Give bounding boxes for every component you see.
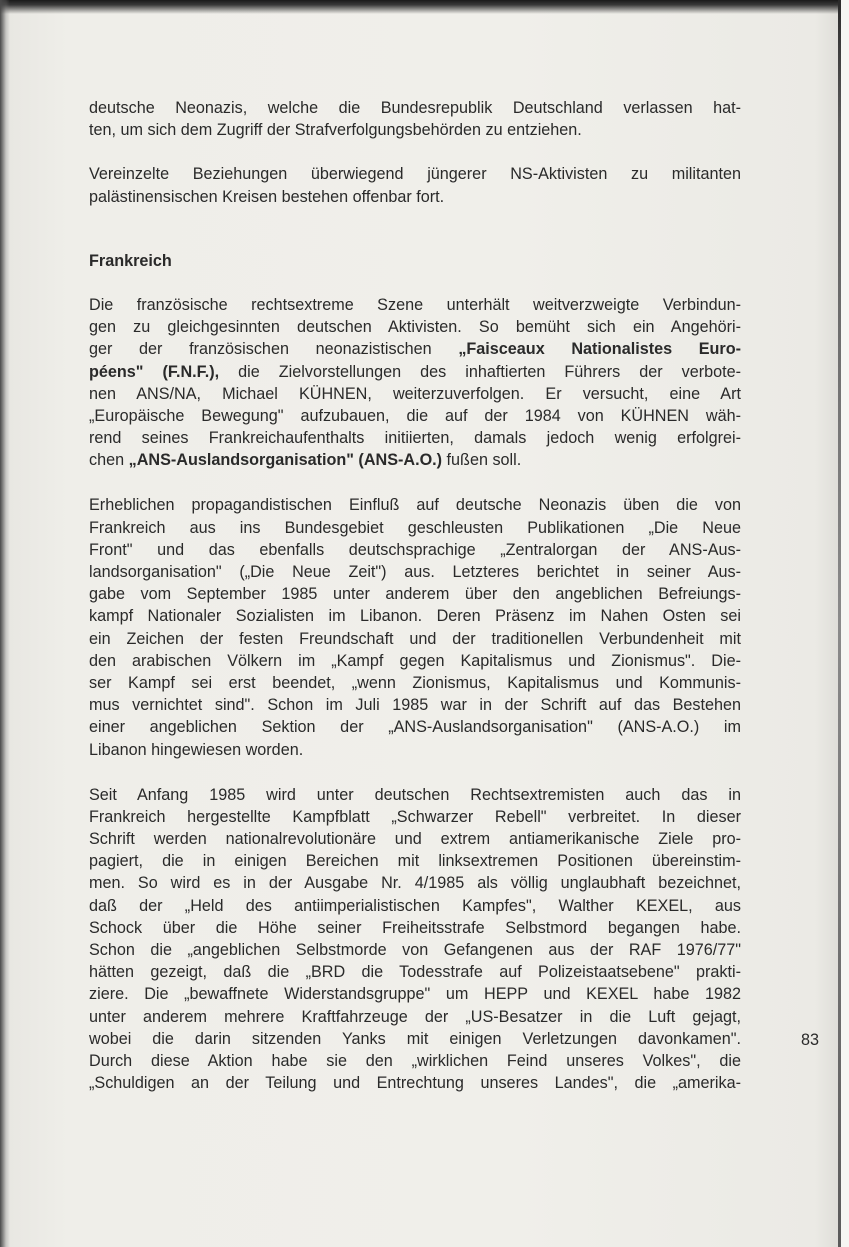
text-line: men. So wird es in der Ausgabe Nr. 4/1985 als völlig unglaubhaft bezeichnet, <box>89 874 741 893</box>
text-line: den arabischen Völkern im „Kampf gegen Kapitalismus und Zionismus". Die- <box>89 651 741 670</box>
text-line: ser Kampf sei erst beendet, „wenn Zionismus, Kapitalismus und Kommunis- <box>89 673 741 692</box>
text-line: kampf Nationaler Sozialisten im Libanon. Deren Präsenz im Nahen Osten sei <box>89 607 741 626</box>
scan-left-shadow <box>0 0 10 1247</box>
page-content <box>89 97 820 1094</box>
text-line: deutsche Neonazis, welche die Bundesrepublik Deutschland verlassen hat- <box>89 99 741 117</box>
text-line: Vereinzelte Beziehungen überwiegend jüngerer NS-Aktivisten zu militanten <box>89 165 741 184</box>
scan-right-edge <box>838 0 841 1247</box>
text-segment: fußen soll. <box>442 451 522 470</box>
text-line <box>89 338 741 360</box>
scan-top-shadow <box>0 0 849 14</box>
text-line: einer angeblichen Sektion der „ANS-Auslandsorganisation" (ANS-A.O.) im <box>89 718 741 737</box>
text-line: gen zu gleichgesinnten deutschen Aktivisten. So bemüht sich ein Angehöri- <box>89 318 741 337</box>
text-line: ein Zeichen der festen Freundschaft und der traditionellen Verbundenheit mit <box>89 629 741 648</box>
section-heading: Frankreich <box>89 251 172 270</box>
paragraph-schwarzer-rebell <box>89 784 741 1095</box>
text-line: mus vernichtet sind". Schon im Juli 1985 war in der Schrift auf das Bestehen <box>89 696 741 715</box>
paragraph-continuation <box>89 97 741 141</box>
text-line <box>89 449 741 471</box>
page-number: 83 <box>801 1031 820 1049</box>
text-line: palästinensischen Kreisen bestehen offenbar fort. <box>89 187 445 206</box>
text-line: „Schuldigen an der Teilung und Entrechtung unseres Landes", die „amerika- <box>89 1074 741 1093</box>
text-line: Seit Anfang 1985 wird unter deutschen Rechtsextremisten auch das in <box>89 785 741 804</box>
bold-organization-name: „ANS-Auslandsorganisation" (ANS-A.O.) <box>128 451 443 470</box>
text-line: Frankreich hergestellte Kampfblatt „Schwarzer Rebell" verbreitet. In dieser <box>89 807 741 826</box>
text-line: „Europäische Bewegung" aufzubauen, die auf der 1984 von KÜHNEN wäh- <box>89 406 741 425</box>
text-line: Libanon hingewiesen worden. <box>89 740 304 759</box>
text-line: ten, um sich dem Zugriff der Strafverfolgungsbehörden zu entziehen. <box>89 121 582 140</box>
text-line: Durch diese Aktion habe sie den „wirklichen Feind unseres Volkes", die <box>89 1051 741 1070</box>
text-line: daß der „Held des antiimperialistischen Kampfes", Walther KEXEL, aus <box>89 896 741 915</box>
bold-organization-name: „Faisceaux Nationalistes Euro- <box>458 340 741 359</box>
bold-organization-name: péens" (F.N.F.), <box>89 362 220 381</box>
text-line: ziere. Die „bewaffnete Widerstandsgruppe" um HEPP und KEXEL habe 1982 <box>89 985 741 1004</box>
text-line: Schon die „angeblichen Selbstmorde von Gefangenen aus der RAF 1976/77" <box>89 941 741 960</box>
text-line: rend seines Frankreichaufenthalts initiierten, damals jedoch wenig erfolgrei- <box>89 429 741 448</box>
paragraph-france-scene <box>89 294 741 472</box>
paragraph-palestine <box>89 163 741 207</box>
text-line: Front" und das ebenfalls deutschsprachige „Zentralorgan der ANS-Aus- <box>89 540 741 559</box>
text-line: Schrift werden nationalrevolutionäre und extrem antiamerikanische Ziele pro- <box>89 830 741 849</box>
paragraph-propaganda <box>89 494 741 760</box>
text-line: Erheblichen propagandistischen Einfluß auf deutsche Neonazis üben die von <box>89 496 741 515</box>
text-line: wobei die darin sitzenden Yanks mit einigen Verletzungen davonkamen". <box>89 1029 741 1048</box>
text-segment: ger der französischen neonazistischen <box>89 340 459 359</box>
text-line: landsorganisation" („Die Neue Zeit") aus. Letzteres berichtet in seiner Aus- <box>89 563 741 582</box>
text-line: Frankreich aus ins Bundesgebiet geschleusten Publikationen „Die Neue <box>89 518 741 537</box>
text-line: Schock über die Höhe seiner Freiheitsstrafe Selbstmord begangen habe. <box>89 918 741 937</box>
text-line: unter anderem mehrere Kraftfahrzeuge der „US-Besatzer in die Luft gejagt, <box>89 1007 741 1026</box>
text-line: pagiert, die in einigen Bereichen mit linksextremen Positionen übereinstim- <box>89 852 741 871</box>
text-line: gabe vom September 1985 unter anderem über den angeblichen Befreiungs- <box>89 585 741 604</box>
text-segment: die Zielvorstellungen des inhaftierten Führers der verbote- <box>219 362 741 381</box>
text-segment: chen <box>89 451 129 470</box>
scan-right-margin <box>841 0 849 1247</box>
text-line <box>89 361 741 383</box>
text-line: hätten gezeigt, daß die „BRD die Todesstrafe auf Polizeistaatsebene" prakti- <box>89 963 741 982</box>
text-line: nen ANS/NA, Michael KÜHNEN, weiterzuverfolgen. Er versucht, eine Art <box>89 384 741 403</box>
text-line: Die französische rechtsextreme Szene unterhält weitverzweigte Verbindun- <box>89 295 741 314</box>
